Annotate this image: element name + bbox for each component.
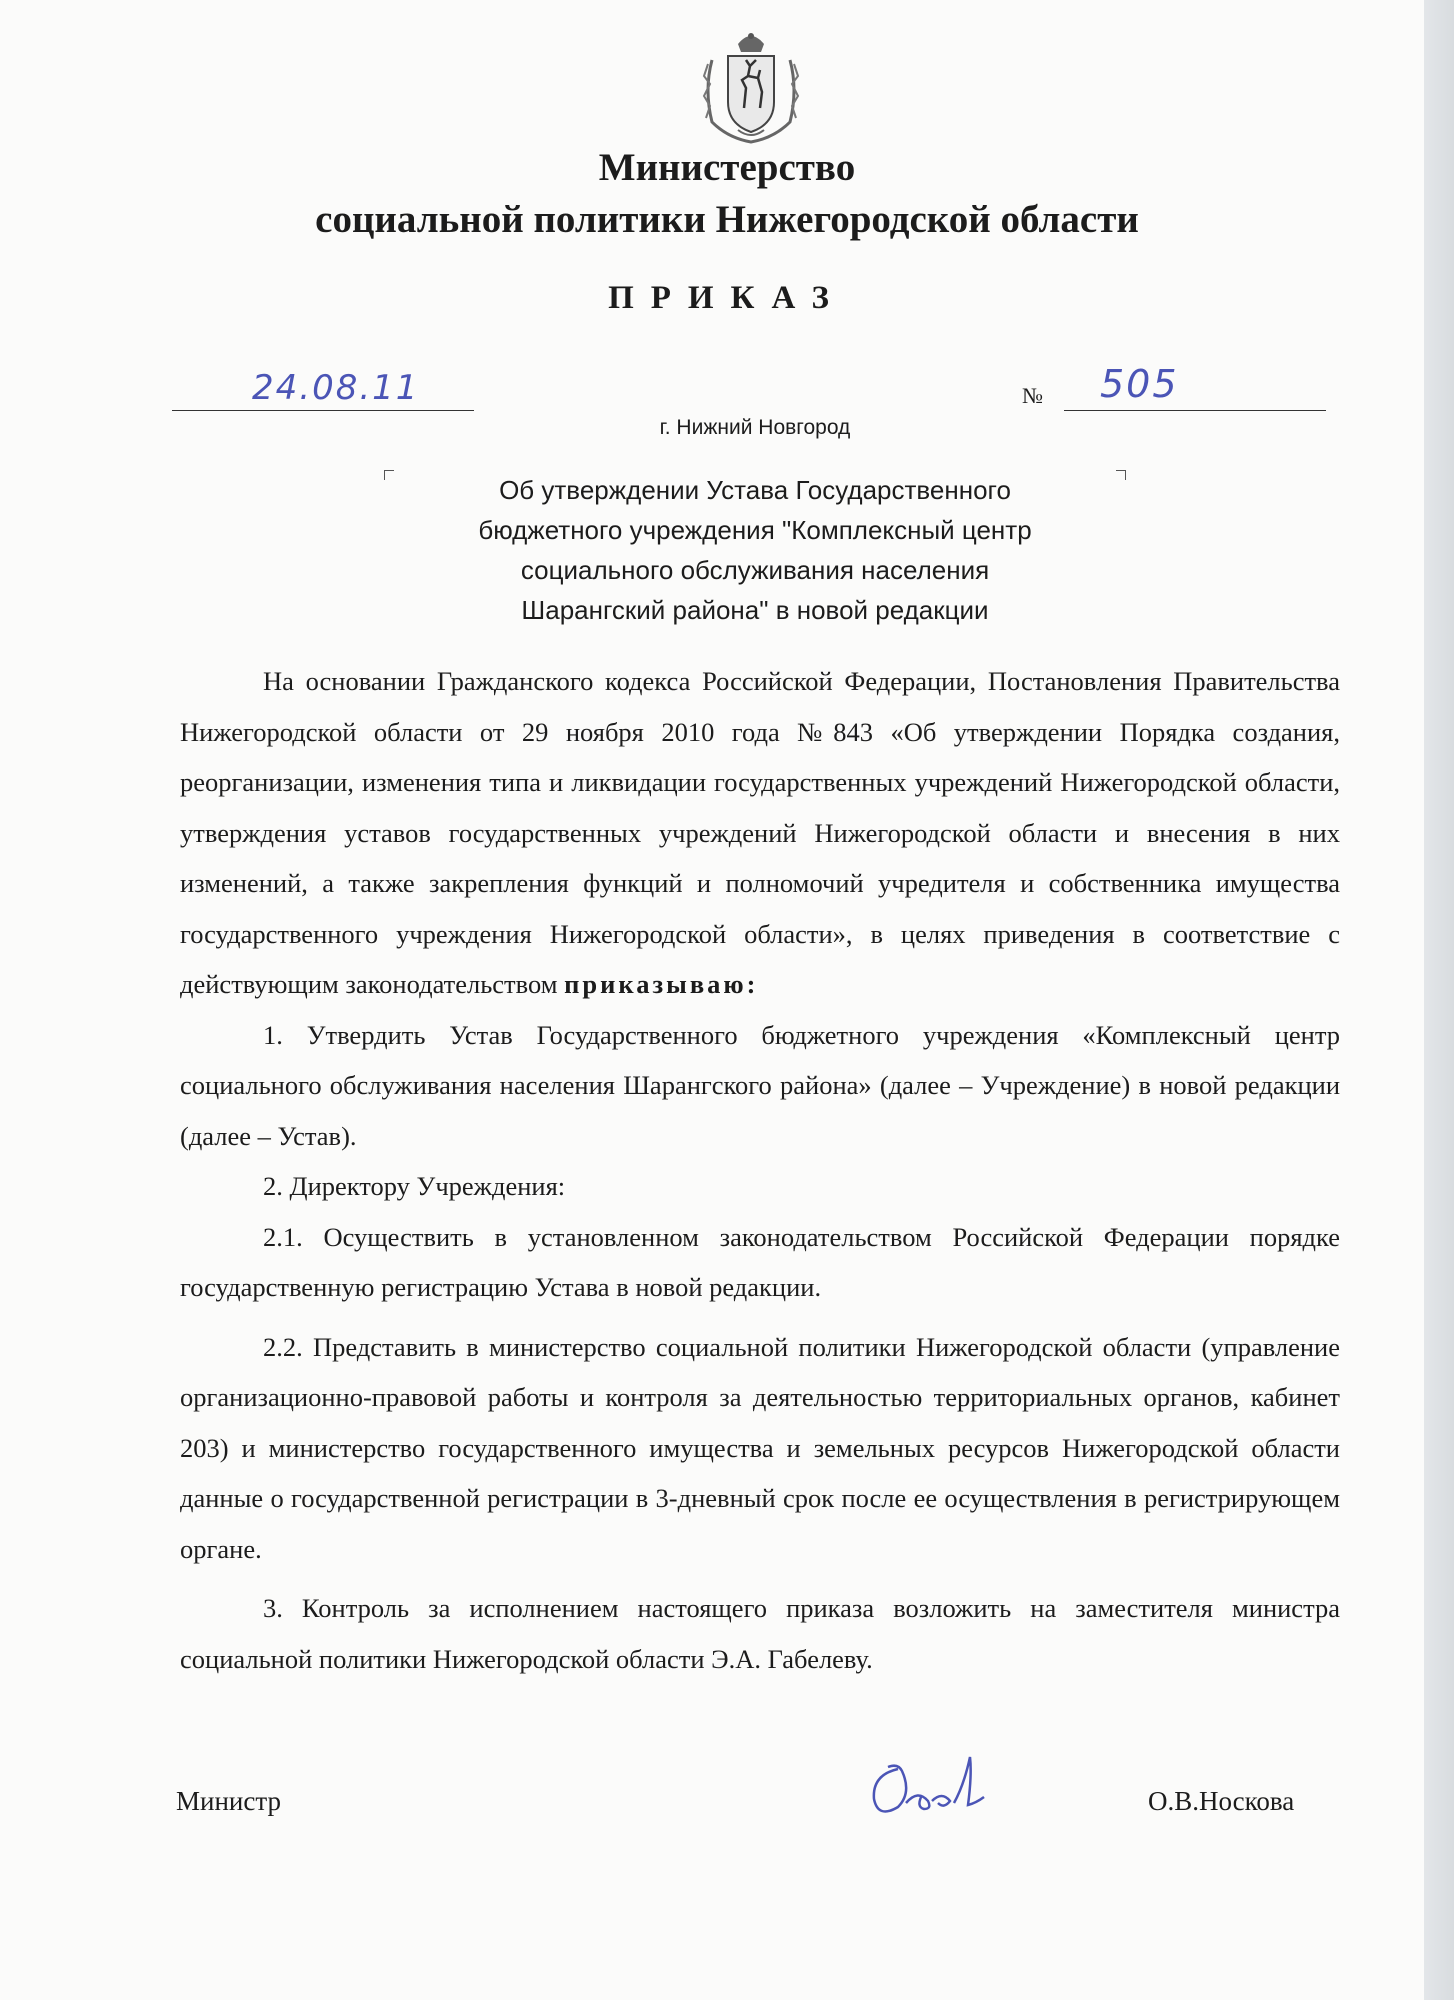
- subject-line: бюджетного учреждения "Комплексный центр: [478, 515, 1032, 545]
- number-sign: №: [1022, 383, 1043, 408]
- order-body: [180, 656, 1340, 1684]
- clause-2-1: 2.1. Осуществить в установленном законодательством Российской Федерации порядке государственную регистрацию Устава в новой редакции.: [180, 1221, 1340, 1302]
- subject-line: Шарангский района" в новой редакции: [521, 595, 989, 625]
- subject-line: социального обслуживания населения: [520, 555, 990, 585]
- clause-1: 1. Утвердить Устав Государственного бюджетного учреждения «Комплексный центр социального обслуживания населения Шарангского района» (далее – Учреждение) в новой редакции (далее – Устав).: [180, 1019, 1340, 1151]
- handwritten-signature: [858, 1745, 1008, 1825]
- preamble-text: На основании Гражданского кодекса Российской Федерации, Постановления Правительства Нижегородской области от 29 ноября 2010 года №843 «Об утверждении Порядка создания, реорганизации, изменения типа и ликвидации государственных учреждений Нижегородской области, утверждения уставов государственных учреждений Нижегородской области и внесения в них изменений, а также закрепления функций и полномочий учредителя и собственника имущества государственного учреждения Нижегородской области», в целях приведения в соответствие с действующим законодательством: [180, 666, 1340, 999]
- handwritten-date: 24.08.11: [252, 368, 420, 408]
- number-underline: [1064, 410, 1326, 411]
- preamble-paragraph: [180, 656, 1340, 1010]
- document-type-heading: ПРИКАЗ: [608, 280, 846, 316]
- order-subject: [400, 470, 1110, 630]
- clause-2: 2. Директору Учреждения:: [263, 1171, 566, 1201]
- signatory-position: Министр: [176, 1786, 281, 1816]
- order-verb: приказываю:: [564, 969, 759, 999]
- subject-corner-mark-right: [1116, 470, 1126, 480]
- clause-2-2: 2.2. Представить в министерство социальной политики Нижегородской области (управление организационно-правовой работы и контроля за деятельностью территориальных органов, кабинет 203) и министерство государственного имущества и земельных ресурсов Нижегородской области данные о государственной регистрации в 3-дневный срок после ее осуществления в регистрирующем органе.: [180, 1331, 1340, 1564]
- handwritten-number: 505: [1100, 362, 1179, 406]
- coat-of-arms-emblem: [698, 30, 804, 146]
- city-label: г. Нижний Новгород: [659, 416, 851, 439]
- ministry-title-line1: Министерство: [598, 146, 856, 189]
- ministry-title-line2: социальной политики Нижегородской области: [315, 198, 1139, 241]
- clause-3: 3. Контроль за исполнением настоящего приказа возложить на заместителя министра социальной политики Нижегородской области Э.А. Габелеву.: [180, 1593, 1340, 1674]
- subject-corner-mark-left: [384, 470, 394, 480]
- scan-edge: [1424, 0, 1454, 2000]
- subject-line: Об утверждении Устава Государственного: [499, 475, 1011, 505]
- date-underline: [172, 410, 474, 411]
- signatory-name: О.В.Носкова: [1148, 1786, 1295, 1816]
